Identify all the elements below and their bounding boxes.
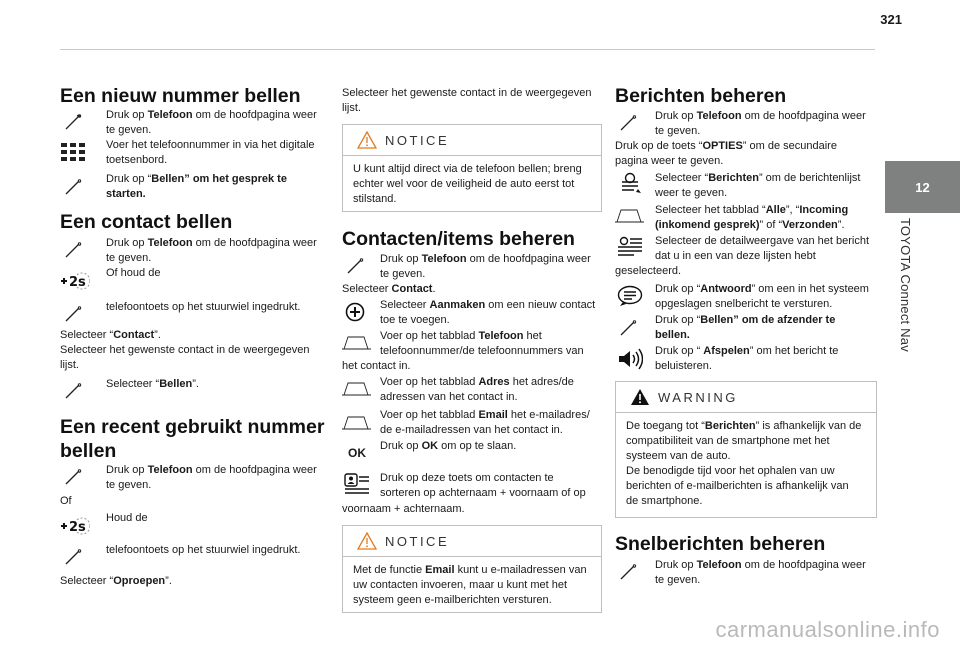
s1-step3: Druk op “Bellen” om het gesprek te starten. bbox=[106, 173, 287, 200]
finger-tap-icon bbox=[60, 113, 86, 131]
finger-tap-icon bbox=[60, 178, 86, 196]
warning-body: De toegang tot “Berichten” is afhankelijk van de compatibiliteit van de smartphone met het systeem van de auto. De benodigde tijd voor het ophalen van uw berichten of e-mailberichten is afhankelijk van de smartphone. bbox=[626, 420, 862, 507]
ok-icon: OK bbox=[348, 446, 366, 460]
s2-step3: telefoontoets op het stuurwiel ingedrukt. bbox=[106, 301, 301, 313]
notice-title: NOTICE bbox=[385, 534, 450, 549]
warning-header bbox=[616, 382, 876, 413]
tab-icon bbox=[615, 206, 645, 224]
c3-step5-cont: geselecteerd. bbox=[615, 265, 682, 277]
s2-step1: Druk op Telefoon om de hoofdpagina weer te geven. bbox=[106, 237, 317, 264]
c3-step8: Druk op “ Afspelen” om het bericht te beluisteren. bbox=[655, 345, 839, 372]
c2-step2: Selecteer Contact. bbox=[342, 283, 436, 295]
s3-step4: Selecteer “Oproepen”. bbox=[60, 575, 172, 587]
finger-tap-icon bbox=[615, 563, 641, 581]
s3-or: Of bbox=[60, 495, 72, 507]
chapter-tab bbox=[885, 161, 960, 213]
header-rule bbox=[60, 49, 875, 50]
s2-step5: Selecteer “Bellen”. bbox=[106, 378, 199, 390]
c2-step1: Druk op Telefoon om de hoofdpagina weer te geven. bbox=[380, 253, 591, 280]
section-title-recent-line1: Een recent gebruikt nummer bbox=[60, 416, 325, 438]
chapter-title: TOYOTA Connect Nav bbox=[898, 218, 913, 352]
c2-intro: Selecteer het gewenste contact in de weergegeven lijst. bbox=[342, 87, 592, 114]
c2-step4: Voer op het tabblad Telefoon het telefoonnummer/de telefoonnummers van bbox=[380, 330, 584, 357]
notice-title: NOTICE bbox=[385, 133, 450, 148]
s3-step3: telefoontoets op het stuurwiel ingedrukt. bbox=[106, 544, 301, 556]
c3-step4: Selecteer het tabblad “Alle”, “Incoming (inkomend gesprek)” of “Verzonden”. bbox=[655, 204, 849, 231]
c3-step1: Druk op Telefoon om de hoofdpagina weer te geven. bbox=[655, 110, 866, 137]
sort-contacts-icon bbox=[342, 475, 372, 493]
c3-step6: Druk op “Antwoord” om een in het systeem opgeslagen snelbericht te versturen. bbox=[655, 283, 869, 310]
s3-step1: Druk op Telefoon om de hoofdpagina weer te geven. bbox=[106, 464, 317, 491]
tab-icon bbox=[342, 413, 372, 431]
page-number: 321 bbox=[880, 12, 902, 27]
tab-icon bbox=[342, 333, 372, 351]
finger-tap-icon bbox=[60, 305, 86, 323]
notice-header bbox=[343, 125, 601, 156]
warning-title: WARNING bbox=[658, 390, 738, 405]
s3-step2: Houd de bbox=[106, 512, 148, 524]
section-title-messages: Berichten beheren bbox=[615, 85, 787, 107]
c2-step4-cont: het contact in. bbox=[342, 360, 411, 372]
c3-step3: Selecteer “Berichten” om de berichtenlijst weer te geven. bbox=[655, 172, 861, 199]
steering-phone-button-icon bbox=[60, 272, 90, 290]
notice-box-1 bbox=[342, 124, 602, 212]
s1-step1: Druk op Telefoon om de hoofdpagina weer te geven. bbox=[106, 109, 317, 136]
c3-quick-step1: Druk op Telefoon om de hoofdpagina weer te geven. bbox=[655, 559, 866, 586]
reply-message-icon bbox=[615, 287, 645, 305]
finger-tap-icon bbox=[60, 548, 86, 566]
keypad-icon bbox=[60, 143, 86, 161]
c3-step5: Selecteer de detailweergave van het bericht dat u in een van deze lijsten hebt bbox=[655, 235, 870, 262]
finger-tap-icon bbox=[342, 257, 368, 275]
s1-step2: Voer het telefoonnummer in via het digitale toetsenbord. bbox=[106, 139, 315, 166]
svg-text:2s: 2s bbox=[69, 275, 86, 290]
svg-text:2s: 2s bbox=[69, 520, 86, 535]
section-title-call-contact: Een contact bellen bbox=[60, 211, 233, 233]
c2-step7: Druk op OK om op te slaan. bbox=[380, 440, 517, 452]
c2-step8-cont: voornaam + achternaam. bbox=[342, 503, 465, 515]
section-title-quick-messages: Snelberichten beheren bbox=[615, 533, 826, 555]
s2-step4: Selecteer “Contact”. Selecteer het gewenste contact in de weergegeven lijst. bbox=[60, 329, 310, 371]
section-title-new-number: Een nieuw nummer bellen bbox=[60, 85, 301, 107]
notice-header bbox=[343, 526, 601, 557]
steering-phone-button-icon bbox=[60, 517, 90, 535]
warning-box bbox=[615, 381, 877, 518]
c2-step3: Selecteer Aanmaken om een nieuw contact toe te voegen. bbox=[380, 299, 596, 326]
message-detail-icon bbox=[615, 238, 645, 256]
speaker-icon bbox=[615, 350, 645, 368]
c3-step2: Druk op de toets “OPTIES” om de secundaire pagina weer te geven. bbox=[615, 140, 837, 167]
notice-body: U kunt altijd direct via de telefoon bellen; breng echter wel voor de veiligheid de auto eerst tot stilstand. bbox=[353, 163, 582, 205]
warning-triangle-icon bbox=[357, 532, 377, 555]
finger-tap-icon bbox=[60, 382, 86, 400]
finger-tap-icon bbox=[615, 114, 641, 132]
notice-body: Met de functie Email kunt u e-mailadressen van uw contacten invoeren, maar u kunt met het systeem geen e-mailberichten versturen. bbox=[353, 564, 587, 606]
notice-box-2 bbox=[342, 525, 602, 613]
finger-tap-icon bbox=[60, 468, 86, 486]
finger-tap-icon bbox=[615, 319, 641, 337]
section-title-recent-line2: bellen bbox=[60, 440, 117, 462]
watermark: carmanualsonline.info bbox=[715, 617, 940, 642]
c3-step7: Druk op “Bellen” om de afzender te bellen. bbox=[655, 314, 836, 341]
s2-step2: Of houd de bbox=[106, 267, 161, 279]
finger-tap-icon bbox=[60, 241, 86, 259]
add-contact-icon bbox=[342, 303, 368, 321]
c2-step8: Druk op deze toets om contacten te sorteren op achternaam + voornaam of op bbox=[380, 472, 586, 499]
warning-triangle-icon bbox=[630, 388, 650, 411]
tab-icon bbox=[342, 379, 372, 397]
c2-step5: Voer op het tabblad Adres het adres/de adressen van het contact in. bbox=[380, 376, 574, 403]
message-icon bbox=[615, 174, 645, 192]
warning-triangle-icon bbox=[357, 131, 377, 154]
section-title-contacts: Contacten/items beheren bbox=[342, 228, 575, 250]
c2-step6: Voer op het tabblad Email het e-mailadres/ de e-mailadressen van het contact in. bbox=[380, 409, 590, 436]
chapter-number: 12 bbox=[915, 179, 930, 195]
